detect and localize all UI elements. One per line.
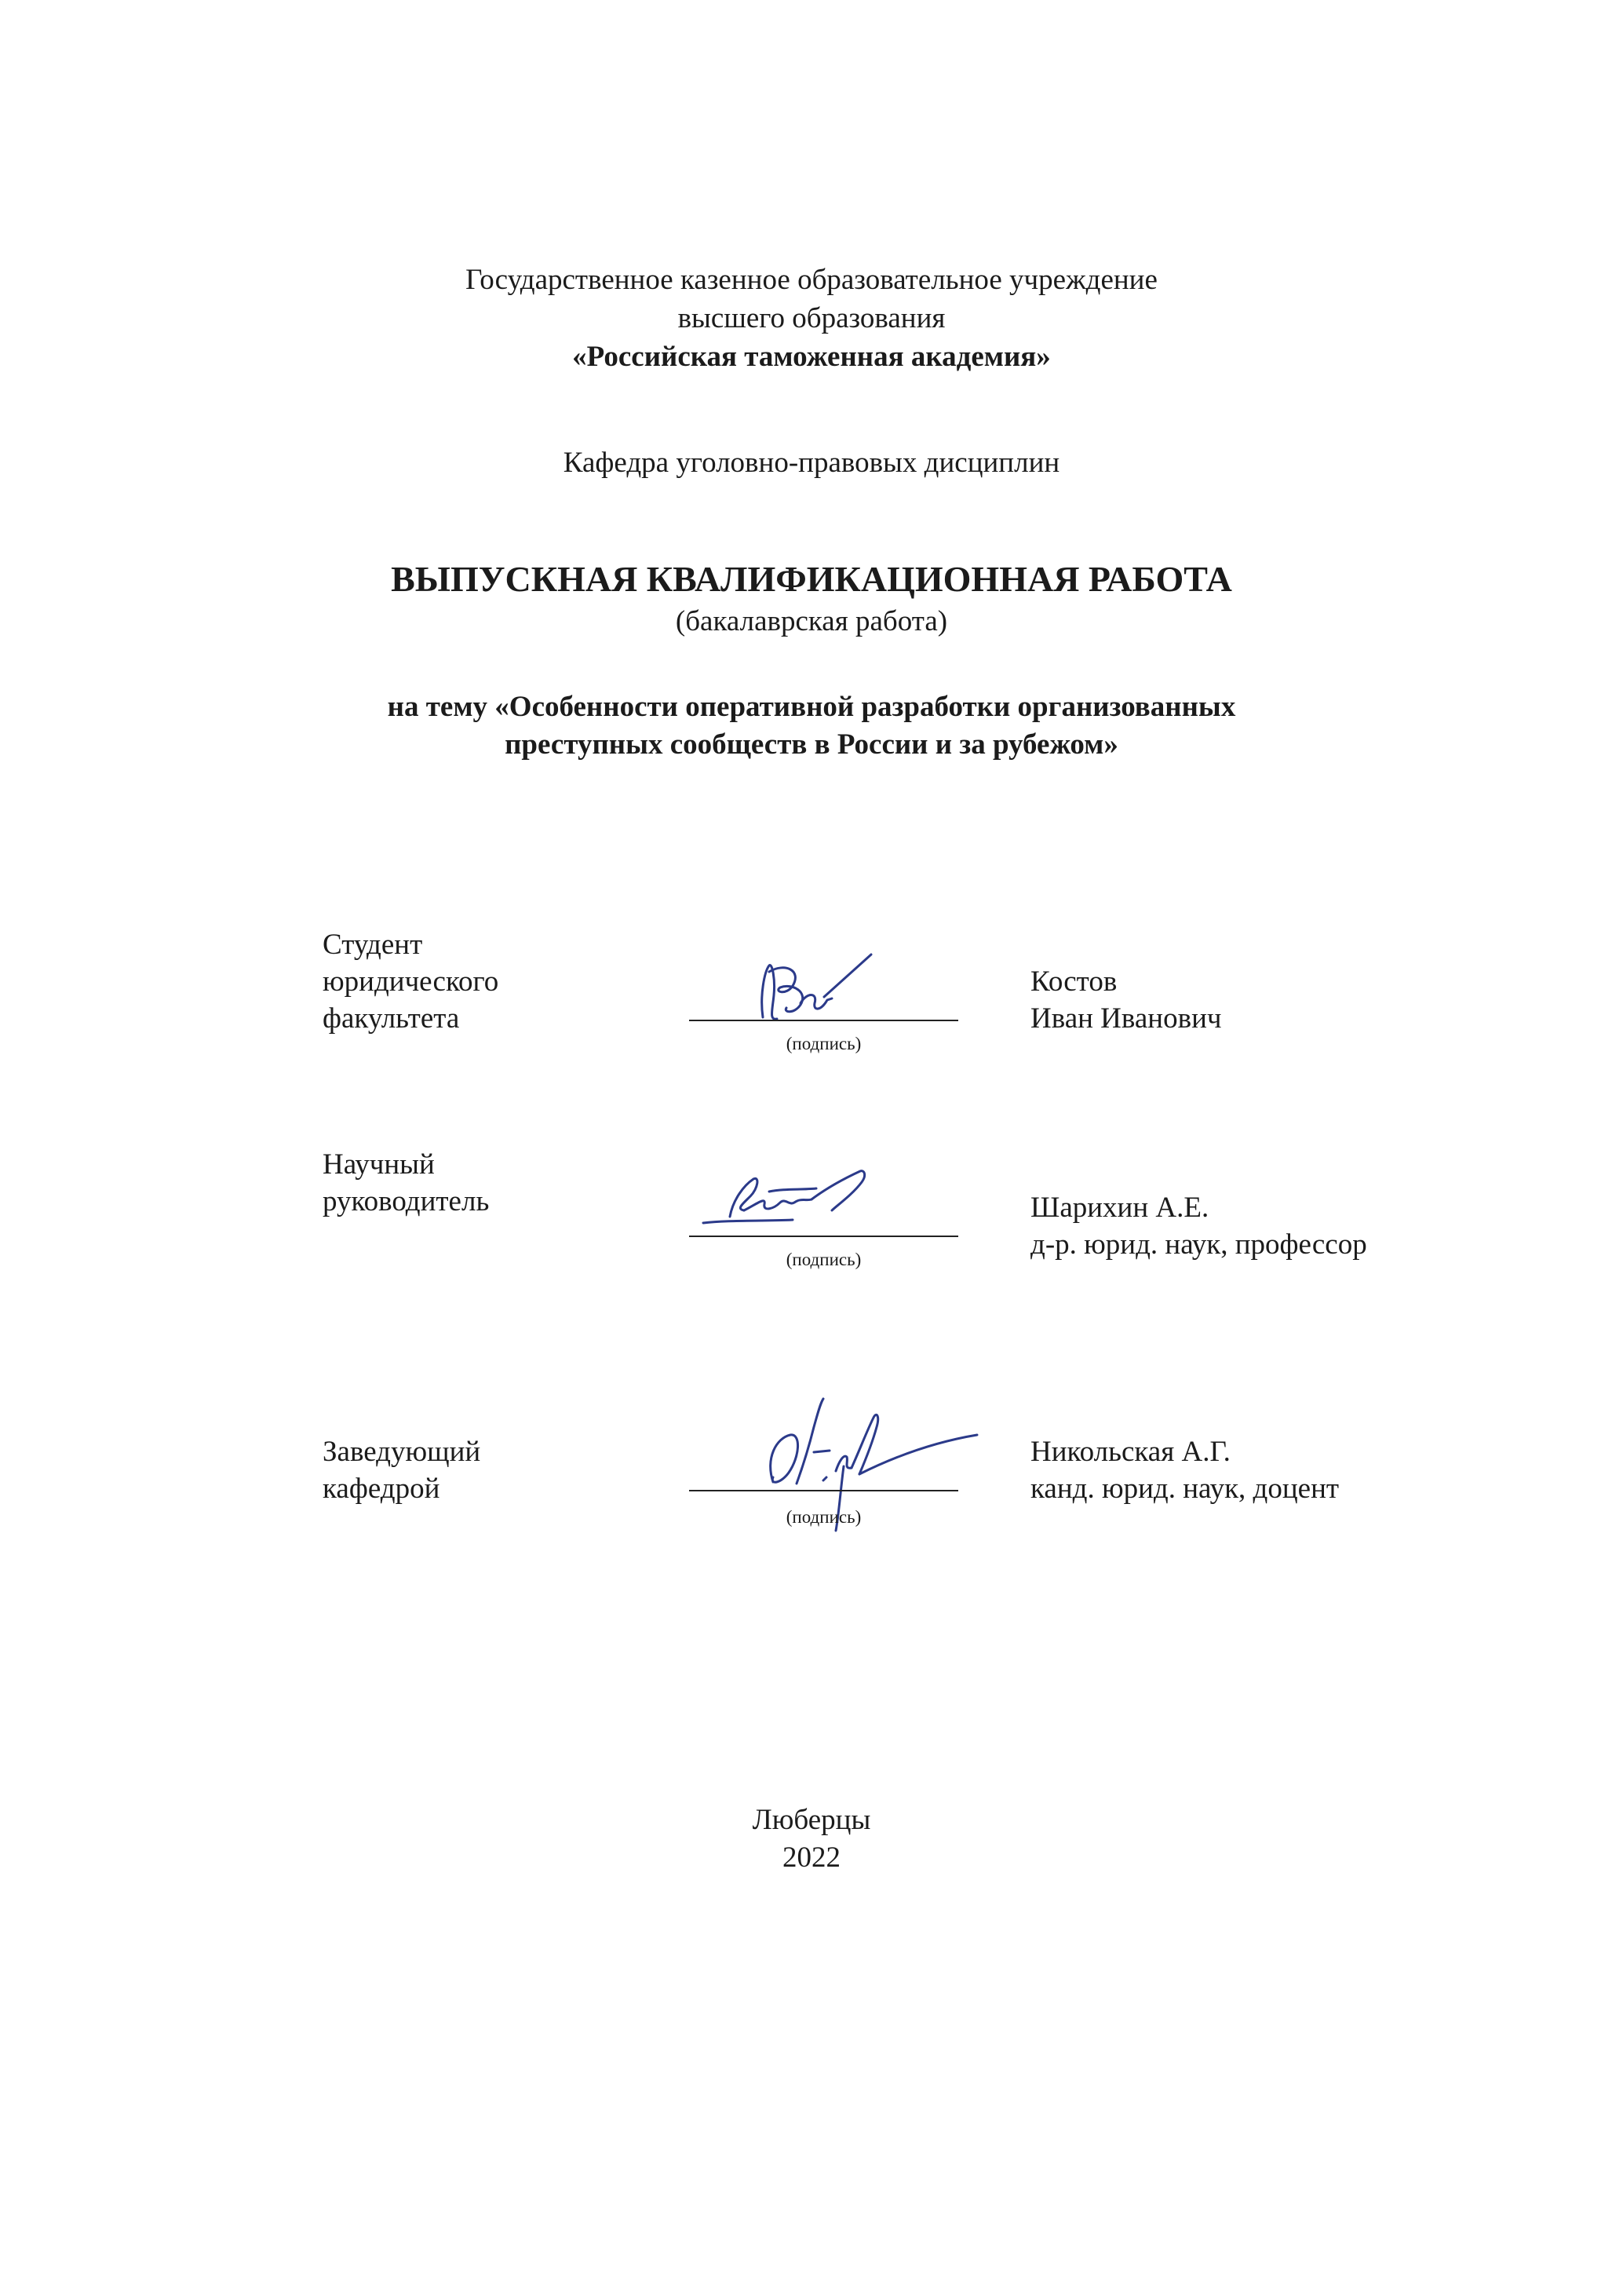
signature-line [689, 1236, 958, 1237]
institution-line-1: Государственное казенное образовательное учреждение [465, 264, 1158, 296]
role-line: Студент [323, 929, 423, 961]
institution-name: «Российская таможенная академия» [572, 341, 1051, 373]
role-line: юридического [323, 965, 499, 998]
signature-caption: (подпись) [786, 1250, 862, 1269]
institution-line-2: высшего образования [677, 302, 946, 334]
role-line: факультета [323, 1002, 460, 1035]
person-line: Костов [1030, 965, 1118, 998]
department-name: Кафедра уголовно-правовых дисциплин [563, 447, 1060, 479]
person-line: канд. юрид. наук, доцент [1030, 1473, 1340, 1505]
person-line: Шарихин А.Е. [1030, 1192, 1209, 1224]
person-line: Никольская А.Г. [1030, 1436, 1231, 1468]
signature-line [689, 1490, 958, 1491]
supervisor-signature [698, 1165, 895, 1236]
student-signature [746, 948, 887, 1035]
role-line: кафедрой [323, 1473, 440, 1505]
role-line: Научный [323, 1148, 435, 1181]
city: Люберцы [752, 1804, 871, 1836]
person-line: Иван Иванович [1030, 1002, 1222, 1035]
role-line: руководитель [323, 1185, 490, 1217]
signature-caption: (подпись) [786, 1034, 862, 1053]
person-line: д-р. юрид. наук, профессор [1030, 1228, 1367, 1261]
work-subtitle: (бакалаврская работа) [675, 605, 948, 637]
topic-line-1: на тему «Особенности оперативной разработки организованных [387, 691, 1236, 723]
role-line: Заведующий [323, 1436, 481, 1468]
signature-line [689, 1020, 958, 1021]
year: 2022 [782, 1842, 841, 1874]
work-title: ВЫПУСКНАЯ КВАЛИФИКАЦИОННАЯ РАБОТА [391, 559, 1232, 599]
signature-caption: (подпись) [786, 1507, 862, 1527]
topic-line-2: преступных сообществ в России и за рубежом» [505, 728, 1118, 761]
